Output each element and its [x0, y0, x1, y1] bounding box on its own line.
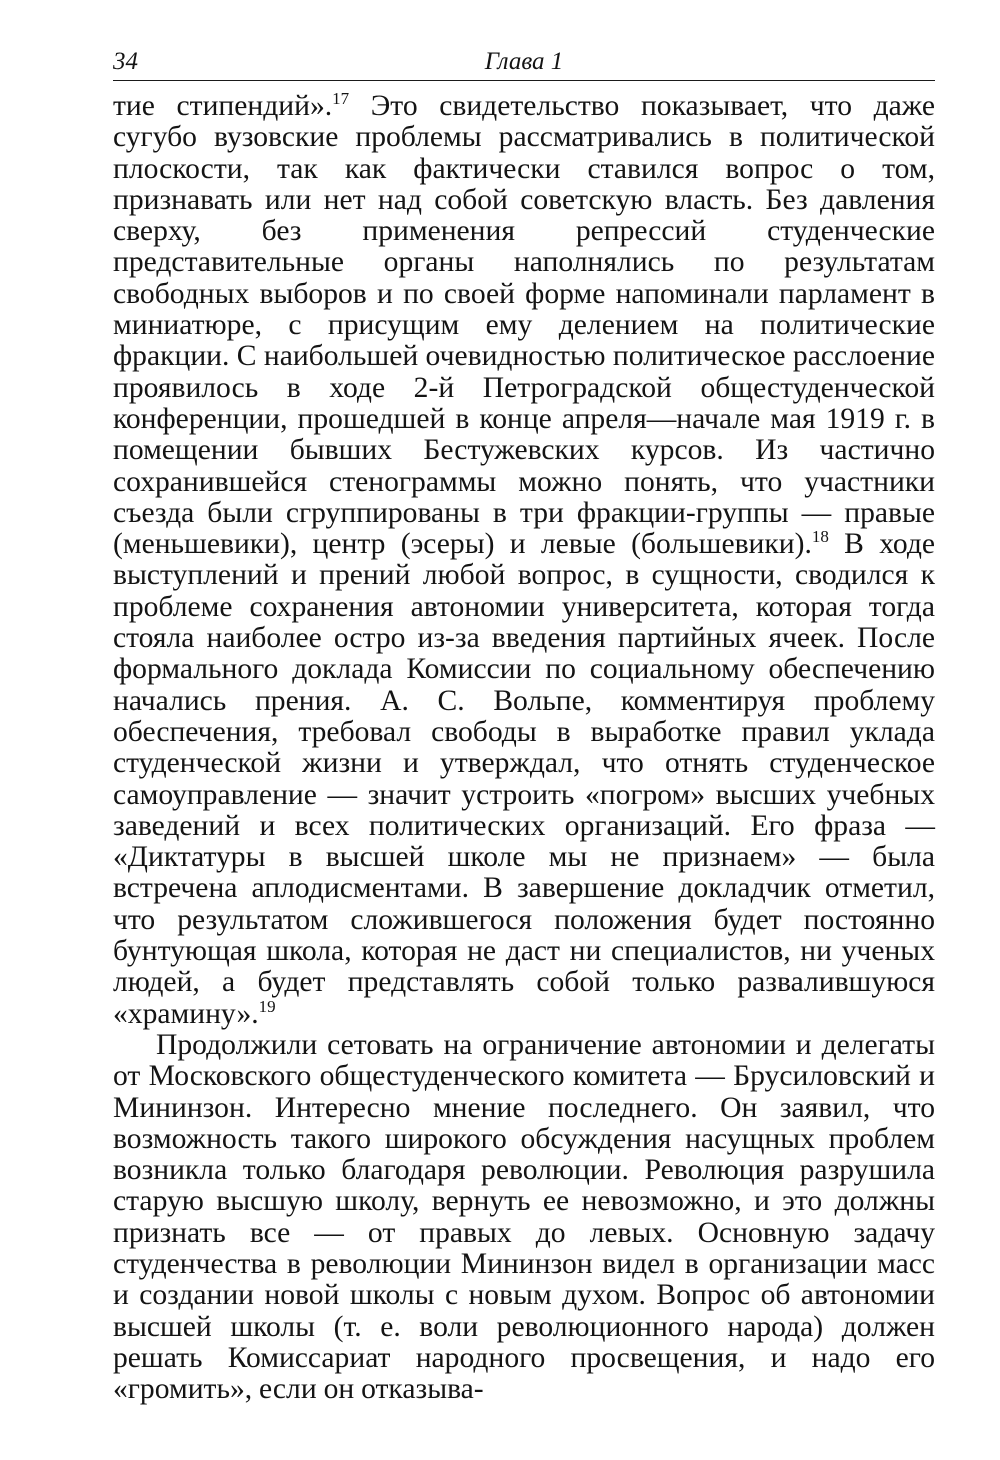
- paragraph-1: [113, 91, 935, 1030]
- paragraph-2: [113, 1030, 935, 1406]
- footnote-ref-17[interactable]: 17: [332, 89, 350, 108]
- page-number: 34: [113, 48, 138, 75]
- running-head: [113, 40, 935, 81]
- text-segment: В ходе выступлений и прений любой вопрос, в сущности, сводился к проблеме сохранения автономии университета, которая тогда стояла наиболее остро из-за введения партийных ячеек. После формального доклада Комиссии по социальному обеспечению начались прения. А. С. Вольпе, комментируя проблему обеспечения, требовал свободы в выработке правил уклада студенческой жизни и утверждал, что отнять студенческое самоуправление — значит устроить «погром» высших учебных заведений и всех политических организаций. Его фраза — «Диктатуры в высшей школе мы не признаем» — была встречена аплодисментами. В завершение докладчик отметил, что результатом сложившегося положения будет постоянно бунтующая школа, которая не даст ни специалистов, ни ученых людей, а будет представлять собой только развалившуюся «храмину».: [113, 528, 936, 1030]
- text-segment: Это свидетельство показывает, что даже сугубо вузовские проблемы рассматривались в политической плоскости, так как фактически ставился вопрос о том, признавать или нет над собой советскую власть. Без давления сверху, без применения репрессий студенческие представительные органы наполнялись по результатам свободных выборов и по своей форме напоминали парламент в миниатюре, с присущим ему делением на политические фракции. С наибольшей очевидностью политическое расслоение проявилось в ходе 2-й Петроградской общестуденческой конференции, прошедшей в конце апреля—начале мая 1919 г. в помещении бывших Бестужевских курсов. Из частично сохранившейся стенограммы можно понять, что участники съезда были сгруппированы в три фракции-группы — правые (меньшевики), центр (эсеры) и левые (большевики).: [113, 90, 935, 561]
- body-text: [113, 91, 935, 1405]
- footnote-ref-19[interactable]: 19: [258, 996, 276, 1016]
- chapter-title: Глава 1: [484, 48, 564, 75]
- text-segment: Продолжили сетовать на ограничение автономии и делегаты от Московского общестуденческого комитета — Брусиловский и Мининзон. Интересно мнение последнего. Он заявил, что возможность такого широкого обсуждения насущных проблем возникла только благодаря революции. Революция разрушила старую высшую школу, вернуть ее невозможно, и это должны признать все — от правых до левых. Основную задачу студенчества в революции Мининзон видел в организации масс и создании новой школы с новым духом. Вопрос об автономии высшей школы (т. е. воли революционного народа) должен решать Комиссариат народного просвещения, и надо его «громить», если он отказыва-: [113, 1028, 935, 1406]
- book-page: [113, 40, 935, 1405]
- footnote-ref-18[interactable]: 18: [811, 527, 829, 547]
- text-segment: тие стипендий».: [113, 90, 333, 122]
